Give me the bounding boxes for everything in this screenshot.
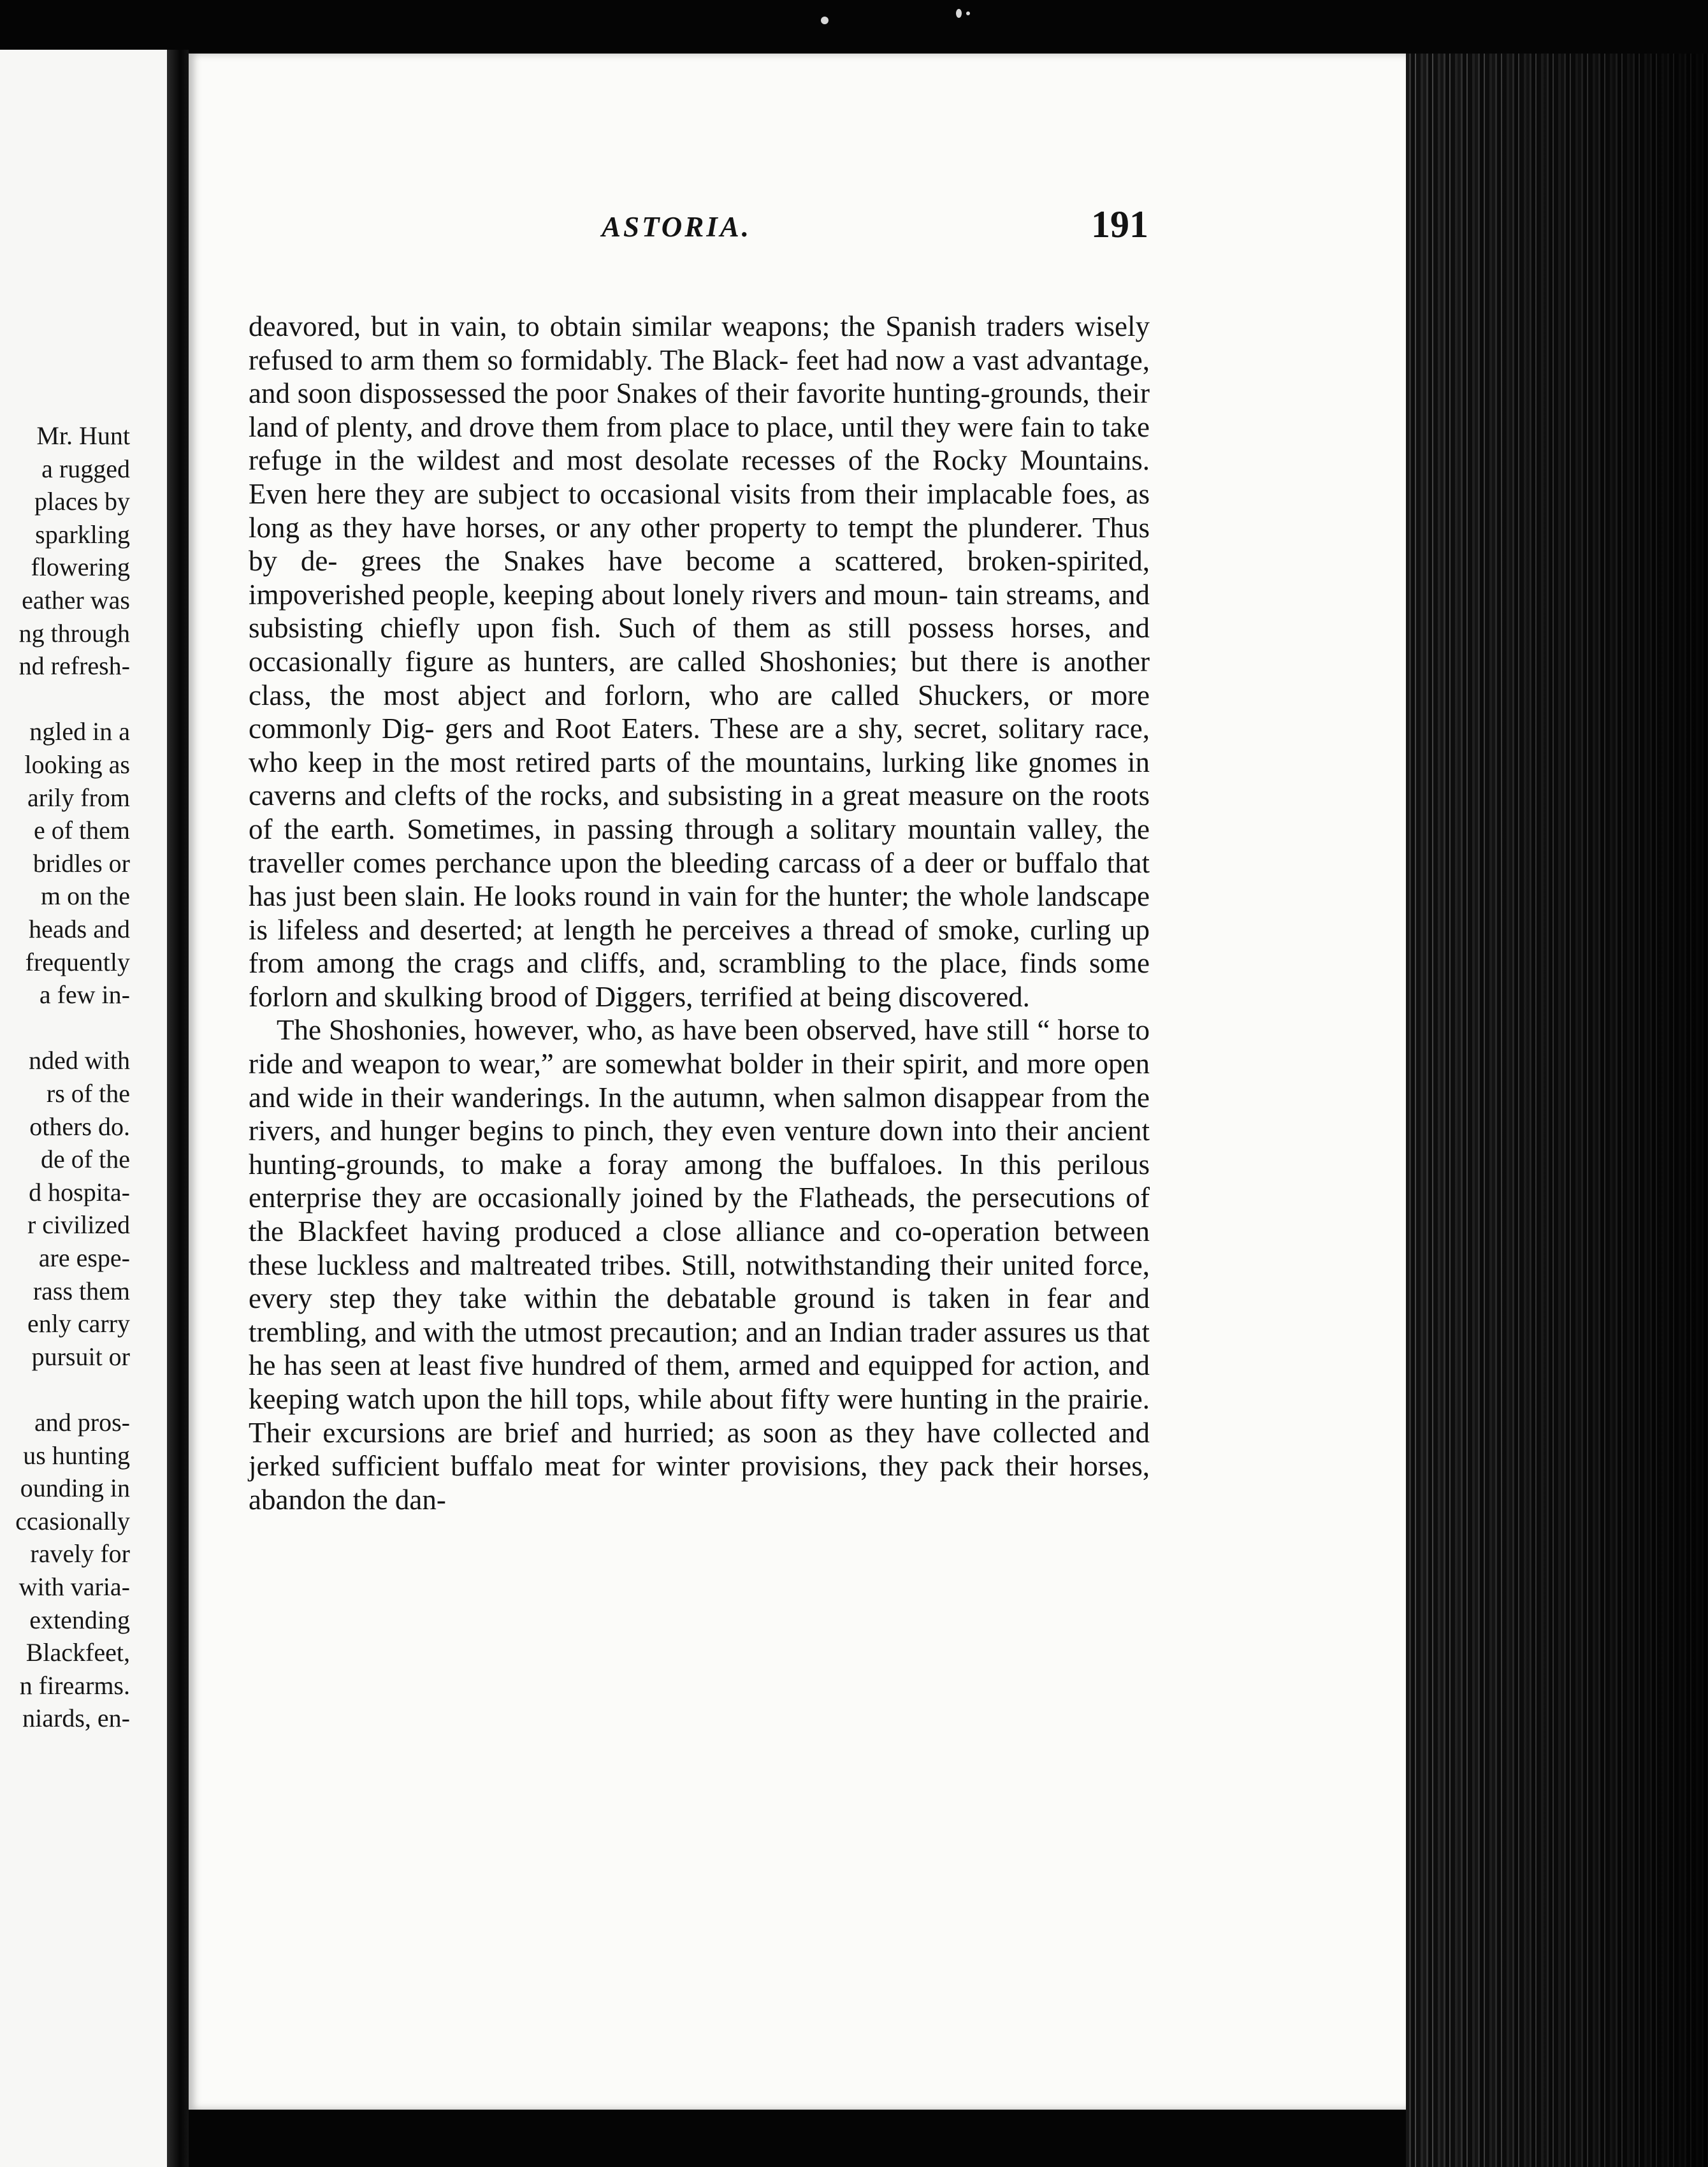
- facing-page-line: ccasionally: [15, 1506, 130, 1535]
- facing-page-line: frequently: [25, 947, 130, 976]
- facing-page-line: Mr. Hunt: [36, 421, 130, 450]
- facing-page-line: rs of the: [46, 1079, 130, 1108]
- facing-page-line: looking as: [24, 750, 130, 779]
- scan-speck: [966, 11, 970, 15]
- running-head: ASTORIA.: [602, 211, 752, 243]
- facing-page-line: are espe-: [38, 1243, 130, 1272]
- facing-page-line: ounding in: [20, 1474, 130, 1503]
- facing-page-line: extending: [29, 1605, 130, 1634]
- facing-page-line: n firearms.: [19, 1671, 130, 1700]
- facing-page-line: niards, en-: [22, 1704, 130, 1733]
- body-paragraph: The Shoshonies, however, who, as have been observed, have still “ horse to ride and weapon to wear,” are somewhat bolder in their spirit, and more open and wide in their wanderings. In the autumn, when salmon disappear from the rivers, and hunger begins to pinch, they even venture down into their ancient hunting-grounds, to make a foray among the buffaloes. In this perilous enterprise they are occasionally joined by the Flatheads, the persecutions of the Blackfeet having produced a close alliance and co-operation between these luckless and maltreated tribes. Still, notwithstanding their united force, every step they take within the debatable ground is taken in fear and trembling, and with the utmost precaution; and an Indian trader assures us that he has seen at least five hundred of them, armed and equipped for action, and keeping watch upon the hill tops, while about fifty were hunting in the prairie. Their excursions are brief and hurried; as soon as they have collected and jerked sufficient buffalo meat for winter provisions, they pack their horses, abandon the dan-: [249, 1014, 1150, 1516]
- facing-page-line: flowering: [31, 553, 130, 582]
- body-paragraph: deavored, but in vain, to obtain similar weapons; the Spanish traders wisely refused to arm them so formidably. The Black- feet had now a vast advantage, and soon dispossessed the poor Snakes of their favorite hunting-grounds, their land of plenty, and drove them from place to place, until they were fain to take refuge in the wildest and most desolate recesses of the Rocky Mountains. Even here they are subject to occasional visits from their implacable foes, as long as they have horses, or any other property to tempt the plunderer. Thus by de- grees the Snakes have become a scattered, broken-spirited, impoverished people, keeping about lonely rivers and moun- tain streams, and subsisting chiefly upon fish. Such of them as still possess horses, and occasionally figure as hunters, are called Shoshonies; but there is another class, the most abject and forlorn, who are called Shuckers, or more commonly Dig- gers and Root Eaters. These are a shy, secret, solitary race, who keep in the most retired parts of the mountains, lurking like gnomes in caverns and clefts of the rocks, and subsisting in a great measure on the roots of the earth. Sometimes, in passing through a solitary mountain valley, the traveller comes perchance upon the bleeding carcass of a deer or buffalo that has just been slain. He looks round in vain for the hunter; the whole landscape is lifeless and deserted; at length he perceives a thread of smoke, curling up from among the crags and cliffs, and, scrambling to the place, finds some forlorn and skulking brood of Diggers, terrified at being discovered.: [249, 310, 1150, 1013]
- facing-page-line: arily from: [27, 783, 130, 812]
- facing-page: [0, 50, 167, 2167]
- facing-page-line: e of them: [33, 816, 130, 845]
- facing-page-line: sparkling: [35, 519, 130, 549]
- facing-page-line: and pros-: [34, 1408, 130, 1437]
- facing-page-line: places by: [34, 487, 130, 516]
- facing-page-line: with varia-: [18, 1572, 130, 1601]
- book-gutter: [167, 50, 189, 2167]
- facing-page-line: a few in-: [39, 980, 130, 1010]
- facing-page-line: us hunting: [23, 1440, 130, 1470]
- scan-speck: [821, 17, 829, 24]
- facing-page-line: d hospita-: [29, 1177, 130, 1207]
- facing-page-line: m on the: [41, 881, 130, 911]
- page-body: [249, 310, 1150, 1516]
- facing-page-line: bridles or: [33, 848, 130, 878]
- facing-page-line: nd refresh-: [18, 651, 130, 681]
- facing-page-line: ng through: [18, 618, 130, 648]
- facing-page-line: enly carry: [27, 1309, 130, 1338]
- facing-page-line: nded with: [29, 1046, 130, 1075]
- page-number: 191: [1091, 203, 1148, 245]
- facing-page-line: ravely for: [30, 1539, 130, 1569]
- facing-page-line: Blackfeet,: [25, 1638, 130, 1667]
- scan-specks: [816, 5, 981, 31]
- facing-page-line: ngled in a: [29, 717, 130, 746]
- page-edges-shadow: [1406, 54, 1708, 2167]
- facing-page-line: de of the: [41, 1145, 130, 1174]
- facing-page-line: others do.: [29, 1112, 130, 1141]
- facing-page-line: eather was: [22, 586, 130, 614]
- book-page: [189, 54, 1406, 2110]
- scan-speck: [956, 9, 962, 18]
- facing-page-line: heads and: [29, 915, 130, 943]
- facing-page-line: rass them: [33, 1276, 130, 1305]
- page-header: [189, 199, 1406, 256]
- facing-page-line: a rugged: [41, 454, 130, 483]
- facing-page-line: r civilized: [27, 1210, 130, 1240]
- facing-page-line: pursuit or: [31, 1342, 130, 1371]
